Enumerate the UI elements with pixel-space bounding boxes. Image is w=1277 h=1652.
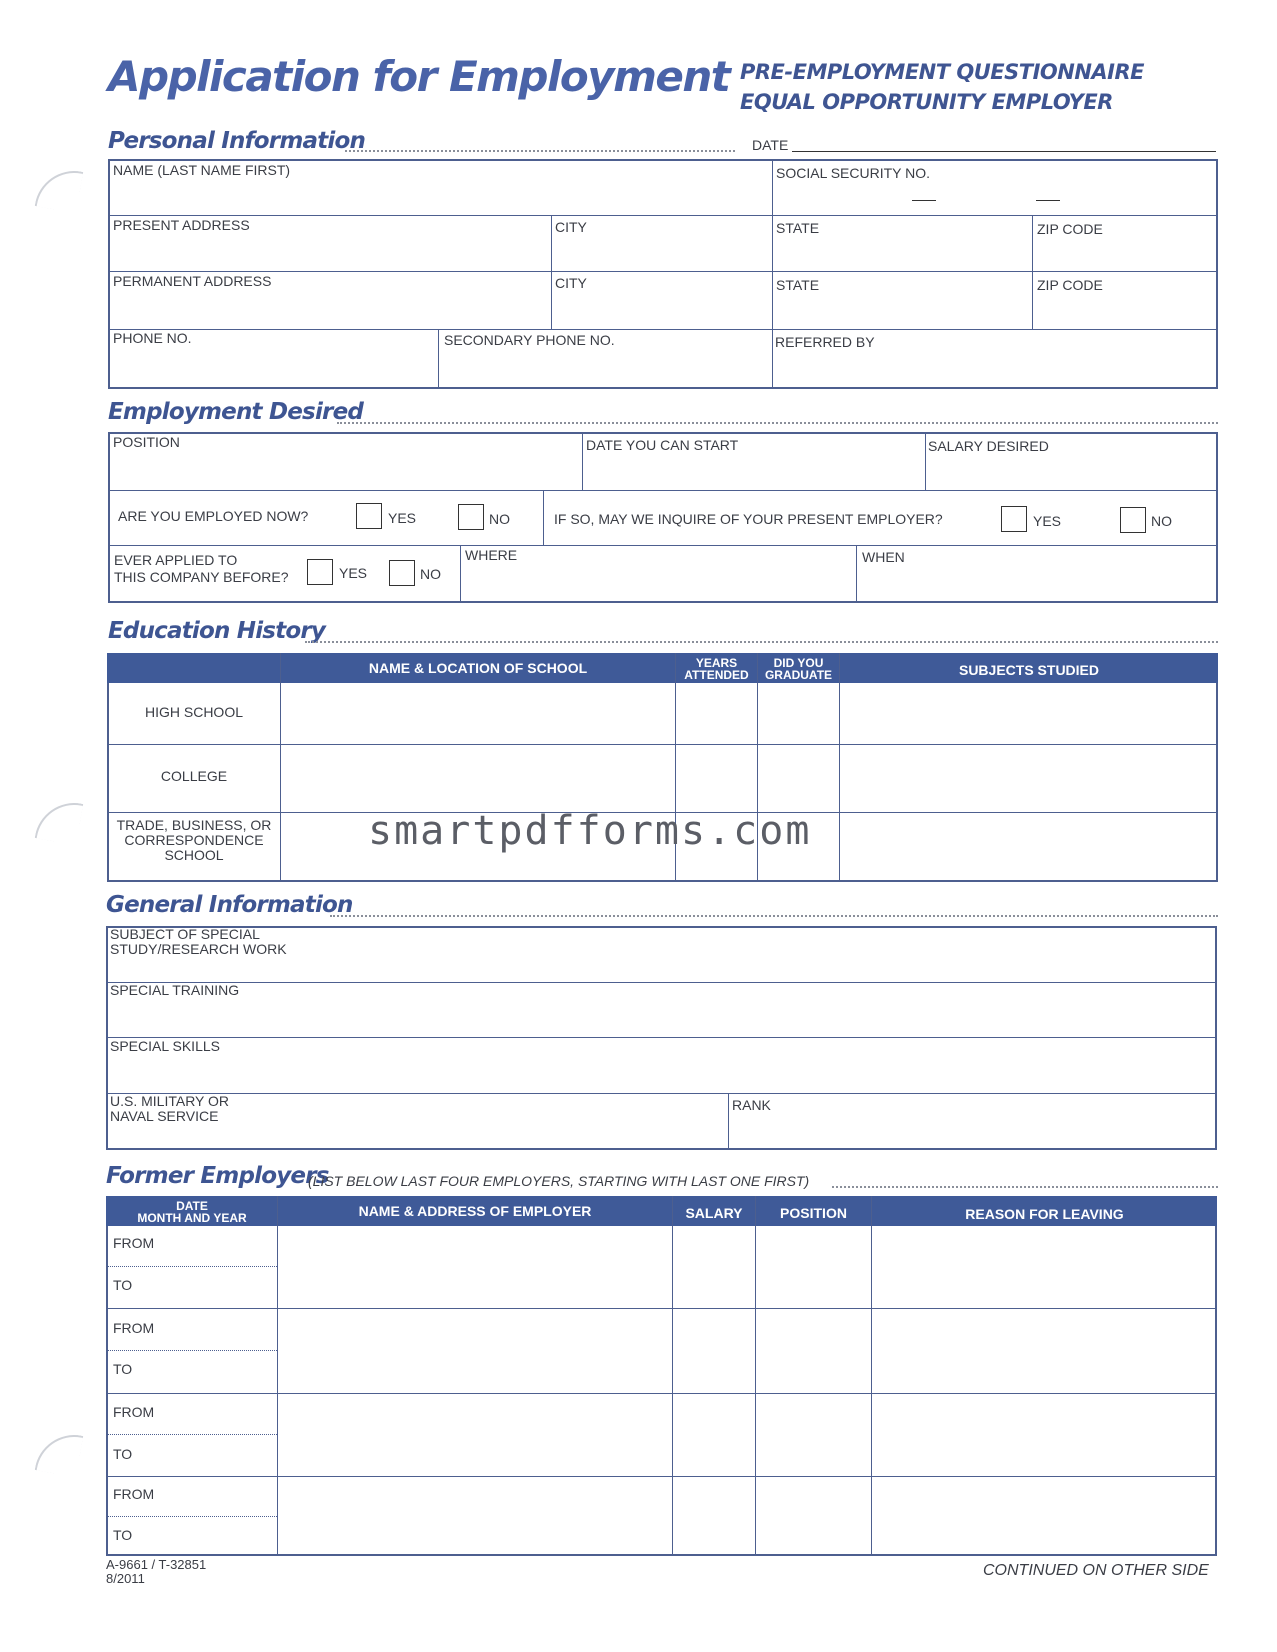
punch-hole [35,1429,84,1478]
col-divider [728,1093,729,1150]
col-header-reason: REASON FOR LEAVING [965,1206,1124,1222]
col-divider [839,653,840,882]
college-subjects-field[interactable] [841,746,1216,811]
row-divider [108,271,1218,272]
row-trade-school-line1: TRADE, BUSINESS, OR [116,817,272,833]
section-education-history: Education History [108,618,326,644]
row-divider [108,215,1218,216]
section-employment-desired: Employment Desired [108,399,364,425]
col-divider [551,215,552,329]
form-number-code: A-9661 / T-32851 [106,1557,207,1572]
employer-1-position-field[interactable] [757,1228,870,1307]
permanent-city-label: CITY [555,275,587,291]
col-divider [582,432,583,490]
col-header-school: NAME & LOCATION OF SCHOOL [368,660,588,676]
college-name-field[interactable] [282,746,674,811]
row-trade-school-line3: SCHOOL [164,847,224,863]
high-school-graduate-field[interactable] [759,685,838,743]
section-rule [330,915,1218,917]
referred-by-label: REFERRED BY [775,334,875,350]
employer-1-from-label: FROM [113,1235,155,1251]
high-school-subjects-field[interactable] [841,685,1216,743]
col-header-years [676,657,757,681]
from-to-divider [106,1434,277,1435]
ssn-separator [912,200,936,201]
applied-before-yes-checkbox[interactable] [307,559,333,585]
col-header-years-line1: YEARS [695,656,738,670]
employed-now-yes-checkbox[interactable] [356,503,382,529]
row-college: COLLEGE [160,768,228,784]
inquire-yes-checkbox[interactable] [1001,506,1027,532]
present-address-label: PRESENT ADDRESS [113,217,250,233]
employer-1-salary-field[interactable] [674,1228,754,1307]
present-city-label: CITY [555,219,587,235]
form-title: Application for Employment [108,52,730,101]
col-header-graduate-line2: GRADUATE [764,668,833,682]
row-divider [107,744,1218,745]
employer-2-name-field[interactable] [279,1310,671,1392]
applied-before-label-2: THIS COMPANY BEFORE? [114,569,289,585]
from-to-divider [106,1516,277,1517]
section-former-employers: Former Employers [106,1163,329,1189]
row-trade-school [108,818,280,863]
employer-4-name-field[interactable] [279,1478,671,1554]
employer-2-position-field[interactable] [757,1310,870,1392]
col-divider [280,653,281,882]
col-header-date-line2: MONTH AND YEAR [137,1211,247,1225]
employer-4-from-label: FROM [113,1486,155,1502]
special-skills-label: SPECIAL SKILLS [110,1038,220,1054]
permanent-address-label: PERMANENT ADDRESS [113,273,272,289]
salary-desired-label: SALARY DESIRED [928,438,1049,454]
ssn-label: SOCIAL SECURITY NO. [776,165,931,181]
col-divider [772,159,773,389]
col-divider [438,329,439,389]
employed-now-label: ARE YOU EMPLOYED NOW? [118,508,309,524]
employed-now-no-label: NO [489,511,510,527]
row-divider [108,329,1218,330]
date-label: DATE [752,137,789,153]
military-service-label-line1: U.S. MILITARY OR [110,1093,230,1109]
employer-2-to-label: TO [113,1361,133,1377]
row-trade-school-line2: CORRESPONDENCE [124,832,264,848]
trade-school-subjects-field[interactable] [841,814,1216,880]
special-training-field[interactable] [108,984,1215,1036]
inquire-yes-label: YES [1033,513,1062,529]
position-field[interactable] [110,434,580,488]
form-number [106,1558,206,1586]
employer-1-reason-field[interactable] [873,1228,1215,1307]
col-header-salary: SALARY [685,1205,743,1221]
employer-1-to-label: TO [113,1277,133,1293]
applied-before-no-label: NO [420,566,441,582]
special-training-label: SPECIAL TRAINING [110,982,240,998]
where-field[interactable] [462,547,854,601]
phone-label: PHONE NO. [113,330,192,346]
row-divider [108,545,1218,546]
applied-before-yes-label: YES [339,565,368,581]
permanent-zip-label: ZIP CODE [1037,277,1103,293]
military-service-label-line2: NAVAL SERVICE [110,1108,219,1124]
col-header-position: POSITION [780,1205,847,1221]
col-divider [1032,215,1033,329]
rank-label: RANK [732,1097,771,1113]
form-number-date: 8/2011 [106,1571,145,1586]
employer-3-position-field[interactable] [757,1395,870,1475]
employer-3-to-label: TO [113,1446,133,1462]
row-high-school: HIGH SCHOOL [144,704,243,720]
name-label: NAME (LAST NAME FIRST) [113,162,291,178]
col-header-graduate [758,657,839,681]
former-employers-instruction: (LIST BELOW LAST FOUR EMPLOYERS, STARTING WITH LAST ONE FIRST) [308,1173,810,1189]
position-label: POSITION [113,434,180,450]
employer-4-position-field[interactable] [757,1478,870,1554]
employed-now-no-checkbox[interactable] [458,504,484,530]
col-header-date [107,1200,277,1224]
rank-field[interactable] [730,1095,1215,1148]
employer-3-salary-field[interactable] [674,1395,754,1475]
special-study-label [110,927,287,957]
inquire-label: IF SO, MAY WE INQUIRE OF YOUR PRESENT EMPLOYER? [554,511,943,527]
col-divider [277,1196,278,1556]
high-school-years-field[interactable] [677,685,756,743]
special-skills-field[interactable] [108,1039,1215,1092]
employer-4-reason-field[interactable] [873,1478,1215,1554]
ssn-separator [1036,200,1060,201]
applied-before-no-checkbox[interactable] [389,560,415,586]
col-header-date-line1: DATE [176,1199,208,1213]
employer-2-reason-field[interactable] [873,1310,1215,1392]
col-divider [871,1196,872,1556]
secondary-phone-label: SECONDARY PHONE NO. [444,332,615,348]
col-header-graduate-line1: DID YOU [773,656,824,670]
where-label: WHERE [465,547,518,563]
col-divider [543,490,544,545]
applied-before-label-1: EVER APPLIED TO [114,552,238,568]
continued-note: CONTINUED ON OTHER SIDE [983,1562,1209,1579]
col-divider [925,432,926,490]
employed-now-yes-label: YES [388,510,417,526]
col-divider [460,545,461,603]
present-zip-label: ZIP CODE [1037,221,1103,237]
date-field[interactable] [792,151,1216,152]
col-header-subjects: SUBJECTS STUDIED [958,662,1100,678]
military-service-label [110,1094,229,1124]
high-school-name-field[interactable] [282,685,674,743]
section-rule [337,422,1218,424]
row-divider [106,1093,1217,1094]
section-rule [345,150,735,152]
section-rule [832,1186,1218,1188]
employer-2-salary-field[interactable] [674,1310,754,1392]
inquire-no-checkbox[interactable] [1120,507,1146,533]
row-divider [108,490,1218,491]
from-to-divider [106,1266,277,1267]
when-label: WHEN [862,549,905,565]
col-header-employer: NAME & ADDRESS OF EMPLOYER [358,1203,592,1219]
employer-3-from-label: FROM [113,1404,155,1420]
employer-4-salary-field[interactable] [674,1478,754,1554]
col-divider [672,1196,673,1556]
college-years-field[interactable] [677,746,756,811]
employer-3-name-field[interactable] [279,1395,671,1475]
punch-hole [35,165,84,214]
when-field[interactable] [858,547,1216,601]
col-divider [856,545,857,603]
row-divider [106,1393,1217,1394]
present-state-label: STATE [776,220,820,236]
from-to-divider [106,1350,277,1351]
start-date-label: DATE YOU CAN START [586,437,739,453]
col-header-years-line2: ATTENDED [684,668,749,682]
employer-3-reason-field[interactable] [873,1395,1215,1475]
col-divider [755,1196,756,1556]
employer-4-to-label: TO [113,1527,133,1543]
form-subtitle-1: PRE-EMPLOYMENT QUESTIONNAIRE [740,60,1144,84]
section-personal-information: Personal Information [108,128,366,154]
college-graduate-field[interactable] [759,746,838,811]
inquire-no-label: NO [1151,513,1172,529]
special-study-label-line2: STUDY/RESEARCH WORK [110,941,287,957]
section-general-information: General Information [106,892,353,918]
row-divider [106,1037,1217,1038]
special-study-label-line1: SUBJECT OF SPECIAL [110,926,260,942]
permanent-state-label: STATE [776,277,820,293]
watermark: smartpdfforms.com [368,808,812,854]
employer-1-name-field[interactable] [279,1228,671,1307]
row-divider [106,982,1217,983]
section-rule [305,641,1218,643]
form-subtitle-2: EQUAL OPPORTUNITY EMPLOYER [740,90,1113,114]
row-divider [106,1308,1217,1309]
row-divider [106,1476,1217,1477]
punch-hole [35,797,84,846]
employer-2-from-label: FROM [113,1320,155,1336]
